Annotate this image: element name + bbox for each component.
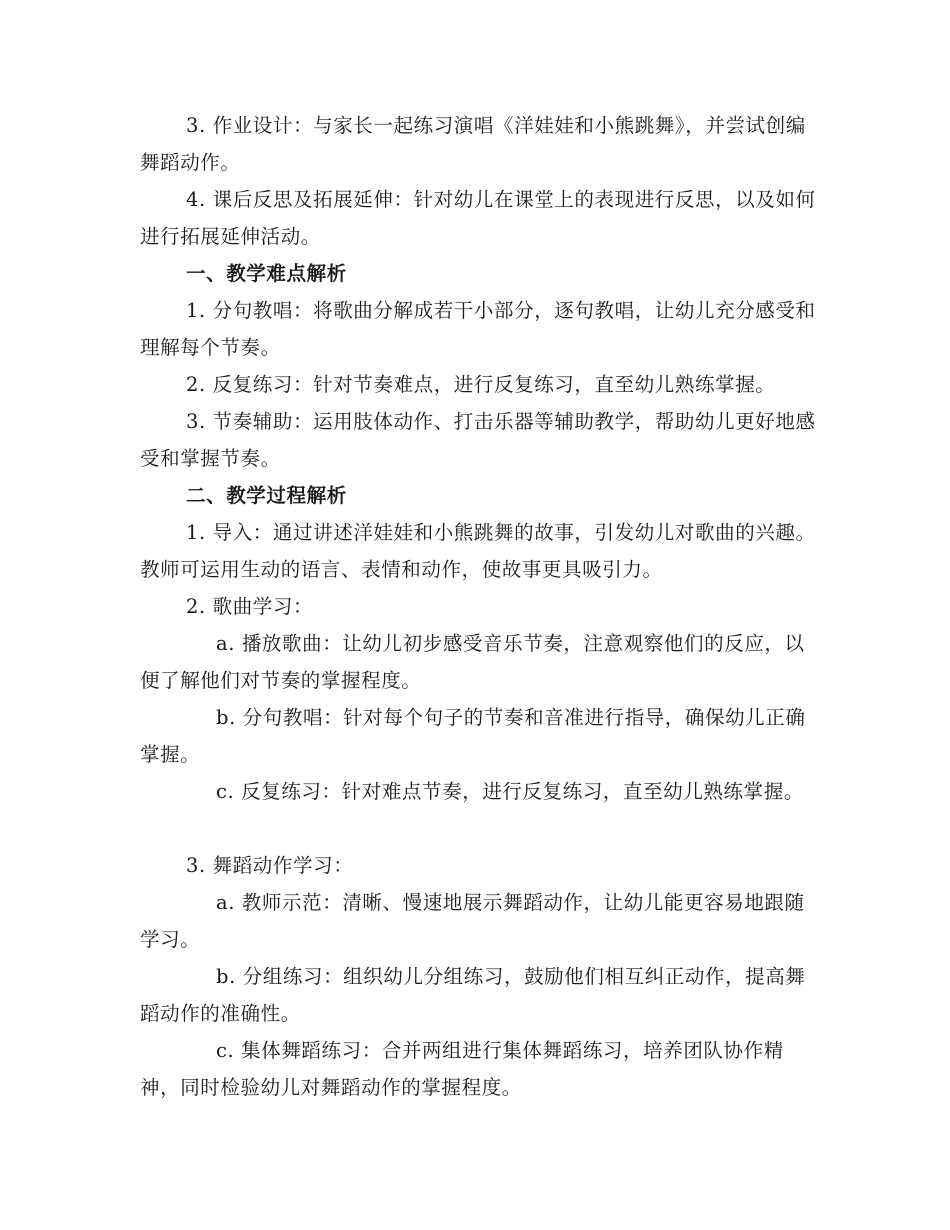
paragraph-reflection-extension: 4. 课后反思及拓展延伸：针对幼儿在课堂上的表现进行反思，以及如何进行拓展延伸活动。 xyxy=(140,188,816,248)
paragraph-repeated-practice: 2. 反复练习：针对节奏难点，进行反复练习，直至幼儿熟练掌握。 xyxy=(186,373,776,396)
paragraph-song-learning: 2. 歌曲学习： xyxy=(186,595,314,618)
paragraph-play-song: a. 播放歌曲：让幼儿初步感受音乐节奏，注意观察他们的反应，以便了解他们对节奏的掌握程度。 xyxy=(140,632,805,692)
paragraph-collective-dance: c. 集体舞蹈练习：合并两组进行集体舞蹈练习，培养团队协作精神，同时检验幼儿对舞蹈动作的掌握程度。 xyxy=(140,1039,784,1099)
paragraph-teacher-demo: a. 教师示范：清晰、慢速地展示舞蹈动作，让幼儿能更容易地跟随学习。 xyxy=(140,891,805,951)
paragraph-rhythm-aid: 3. 节奏辅助：运用肢体动作、打击乐器等辅助教学，帮助幼儿更好地感受和掌握节奏。 xyxy=(140,410,816,470)
paragraph-group-practice: b. 分组练习：组织幼儿分组练习，鼓励他们相互纠正动作，提高舞蹈动作的准确性。 xyxy=(140,965,806,1025)
paragraph-sentence-teaching: 1. 分句教唱：将歌曲分解成若干小部分，逐句教唱，让幼儿充分感受和理解每个节奏。 xyxy=(140,299,816,359)
paragraph-introduction: 1. 导入：通过讲述洋娃娃和小熊跳舞的故事，引发幼儿对歌曲的兴趣。教师可运用生动的语言、表情和动作，使故事更具吸引力。 xyxy=(140,521,816,581)
paragraph-sentence-singing: b. 分句教唱：针对每个句子的节奏和音准进行指导，确保幼儿正确掌握。 xyxy=(140,706,806,766)
paragraph-difficult-rhythm-practice: c. 反复练习：针对难点节奏，进行反复练习，直至幼儿熟练掌握。 xyxy=(216,780,804,803)
paragraph-dance-learning: 3. 舞蹈动作学习： xyxy=(186,854,354,877)
heading-teaching-difficulties: 一、教学难点解析 xyxy=(186,262,347,285)
paragraph-homework-design: 3. 作业设计：与家长一起练习演唱《洋娃娃和小熊跳舞》，并尝试创编舞蹈动作。 xyxy=(140,114,806,174)
heading-teaching-process: 二、教学过程解析 xyxy=(186,484,347,507)
